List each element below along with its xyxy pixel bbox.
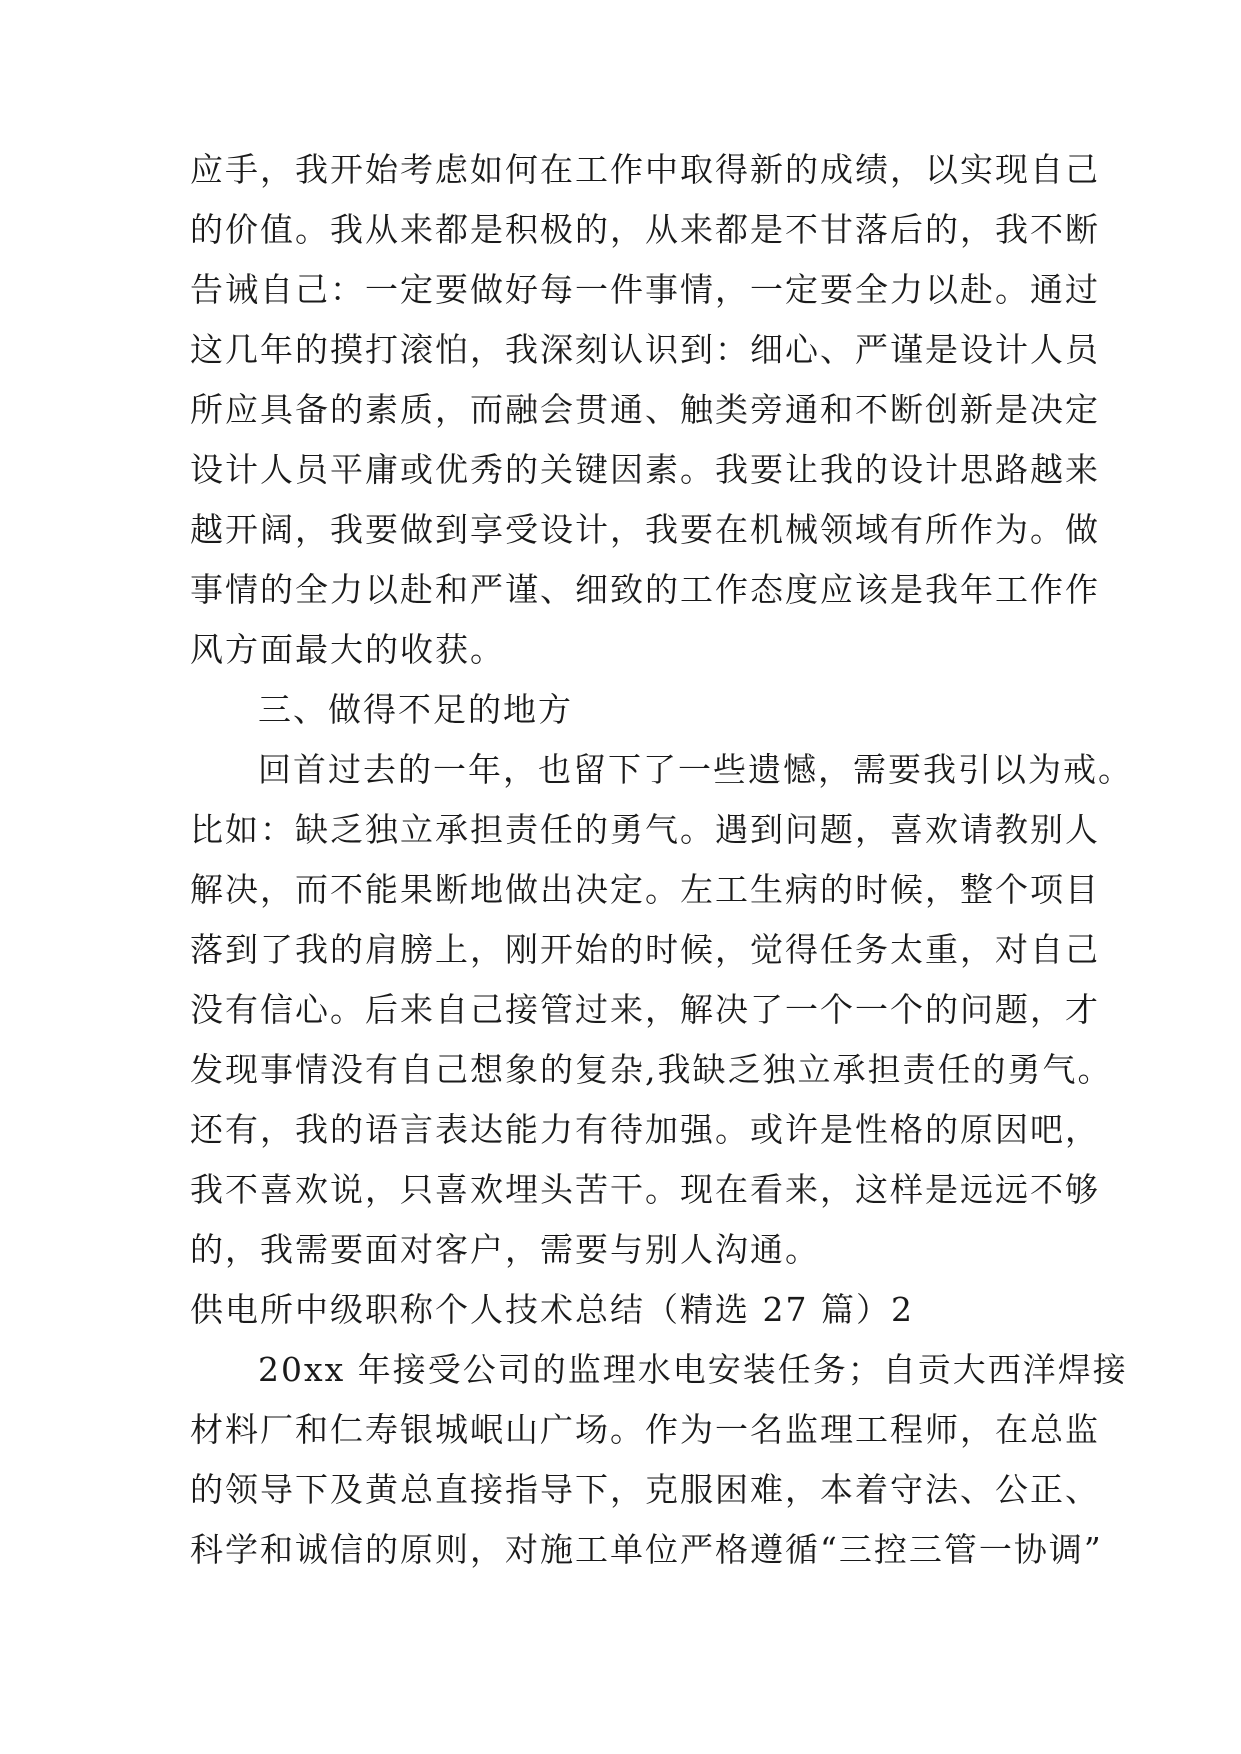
paragraph-line: 设计人员平庸或优秀的关键因素。我要让我的设计思路越来 xyxy=(190,450,1100,489)
paragraph-line: 回首过去的一年，也留下了一些遗憾，需要我引以为戒。 xyxy=(258,750,1133,789)
paragraph-line: 的价值。我从来都是积极的，从来都是不甘落后的，我不断 xyxy=(190,210,1100,249)
paragraph-line: 的，我需要面对客户，需要与别人沟通。 xyxy=(190,1230,820,1269)
section-heading: 三、做得不足的地方 xyxy=(258,690,573,729)
paragraph-line: 所应具备的素质，而融会贯通、触类旁通和不断创新是决定 xyxy=(190,390,1100,429)
paragraph-line: 材料厂和仁寿银城岷山广场。作为一名监理工程师，在总监 xyxy=(190,1410,1100,1449)
paragraph-line: 发现事情没有自己想象的复杂,我缺乏独立承担责任的勇气。 xyxy=(190,1050,1113,1089)
paragraph-line: 解决，而不能果断地做出决定。左工生病的时候，整个项目 xyxy=(190,870,1100,909)
paragraph-line: 科学和诚信的原则，对施工单位严格遵循“三控三管一协调” xyxy=(190,1530,1103,1569)
paragraph-line: 比如：缺乏独立承担责任的勇气。遇到问题，喜欢请教别人 xyxy=(190,810,1100,849)
paragraph-line: 告诫自己：一定要做好每一件事情，一定要全力以赴。通过 xyxy=(190,270,1100,309)
paragraph-line: 还有，我的语言表达能力有待加强。或许是性格的原因吧， xyxy=(190,1110,1100,1149)
paragraph-line: 没有信心。后来自己接管过来，解决了一个一个的问题，才 xyxy=(190,990,1100,1029)
paragraph-line: 事情的全力以赴和严谨、细致的工作态度应该是我年工作作 xyxy=(190,570,1100,609)
paragraph-line: 20xx 年接受公司的监理水电安装任务；自贡大西洋焊接 xyxy=(258,1350,1128,1389)
paragraph-line: 应手，我开始考虑如何在工作中取得新的成绩，以实现自己 xyxy=(190,150,1100,189)
paragraph-line: 的领导下及黄总直接指导下，克服困难，本着守法、公正、 xyxy=(190,1470,1100,1509)
article-title: 供电所中级职称个人技术总结（精选 27 篇）2 xyxy=(190,1290,914,1329)
paragraph-line: 落到了我的肩膀上，刚开始的时候，觉得任务太重，对自己 xyxy=(190,930,1100,969)
paragraph-line: 风方面最大的收获。 xyxy=(190,630,505,669)
paragraph-line: 我不喜欢说，只喜欢埋头苦干。现在看来，这样是远远不够 xyxy=(190,1170,1100,1209)
paragraph-line: 越开阔，我要做到享受设计，我要在机械领域有所作为。做 xyxy=(190,510,1100,549)
paragraph-line: 这几年的摸打滚怕，我深刻认识到：细心、严谨是设计人员 xyxy=(190,330,1100,369)
